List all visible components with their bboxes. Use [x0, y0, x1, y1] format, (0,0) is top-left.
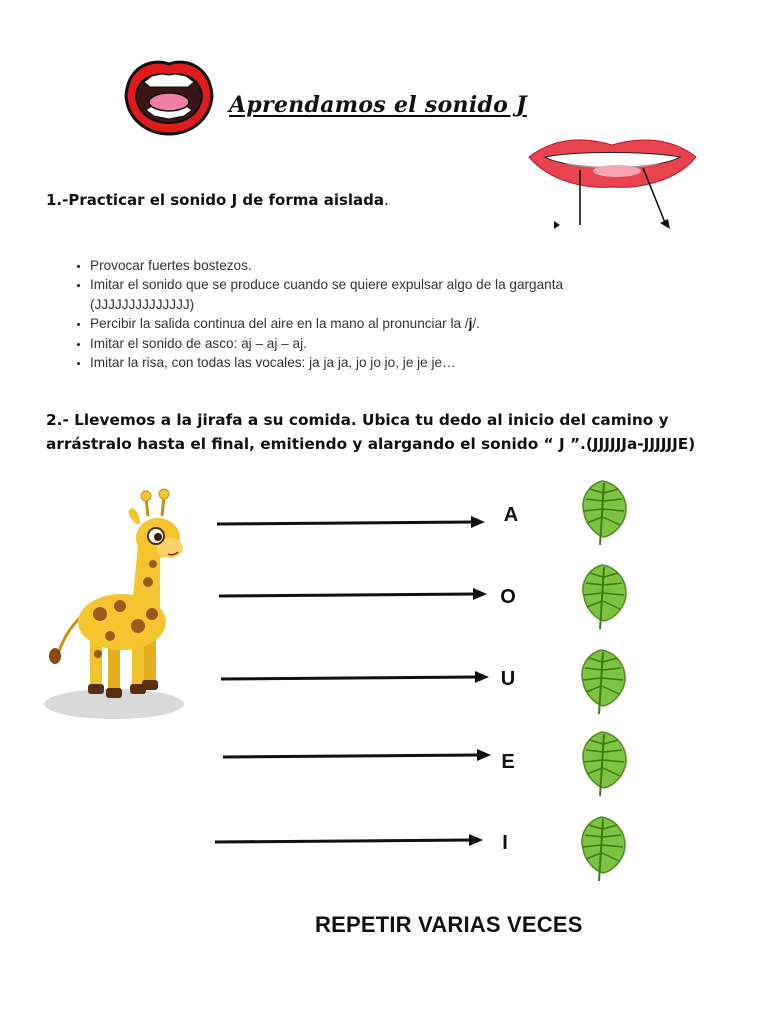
list-item-end: /.: [472, 316, 480, 332]
leaf-icon: [577, 815, 629, 885]
sound-j: j: [468, 316, 473, 332]
vowel-label: E: [501, 751, 515, 773]
leaf-icon: [577, 648, 629, 718]
leaf-icon: [578, 563, 630, 633]
path-arrow[interactable]: [215, 514, 487, 530]
path-arrow[interactable]: [213, 832, 485, 848]
page-title: Aprendamos el sonido J: [229, 92, 527, 118]
vowel-label: I: [502, 832, 508, 854]
repeat-instruction: REPETIR VARIAS VECES: [315, 912, 583, 937]
path-arrow[interactable]: [217, 586, 489, 602]
list-item: • Provocar fuertes bostezos.: [90, 256, 650, 275]
vowel-label: U: [500, 668, 516, 690]
vowel-label: O: [500, 586, 516, 608]
list-item: • Imitar el sonido de asco: aj – aj – aj.: [90, 334, 650, 353]
section2-instructions: 2.- Llevemos a la jirafa a su comida. Ubica tu dedo al inicio del camino y arrástralo hasta el final, emitiendo y alargando el sonido “ J ”.(JJJJJJa-JJJJJJE): [46, 411, 696, 453]
section1-heading-text: 1.-Practicar el sonido J de forma aislada: [46, 191, 385, 209]
lips-teeth-icon: [525, 133, 700, 233]
list-item: • Imitar la risa, con todas las vocales: ja ja ja, jo jo jo, je je je…: [90, 353, 650, 372]
list-item: • Imitar el sonido que se produce cuando se quiere expulsar algo de la garganta (JJJJJJJJJJJJJJ): [90, 275, 650, 314]
list-item: [90, 314, 650, 333]
path-arrow[interactable]: [221, 747, 493, 763]
open-mouth-icon: [122, 56, 216, 136]
path-arrow[interactable]: [219, 669, 491, 685]
instruction-list: [64, 256, 650, 372]
vowel-label: A: [503, 504, 519, 526]
leaf-icon: [578, 479, 630, 549]
giraffe-icon: [40, 486, 190, 724]
section1-heading: [46, 191, 389, 209]
section1-heading-period: .: [384, 191, 389, 209]
list-item-text: Percibir la salida continua del aire en la mano al pronunciar la /: [90, 316, 469, 332]
leaf-icon: [578, 730, 630, 800]
